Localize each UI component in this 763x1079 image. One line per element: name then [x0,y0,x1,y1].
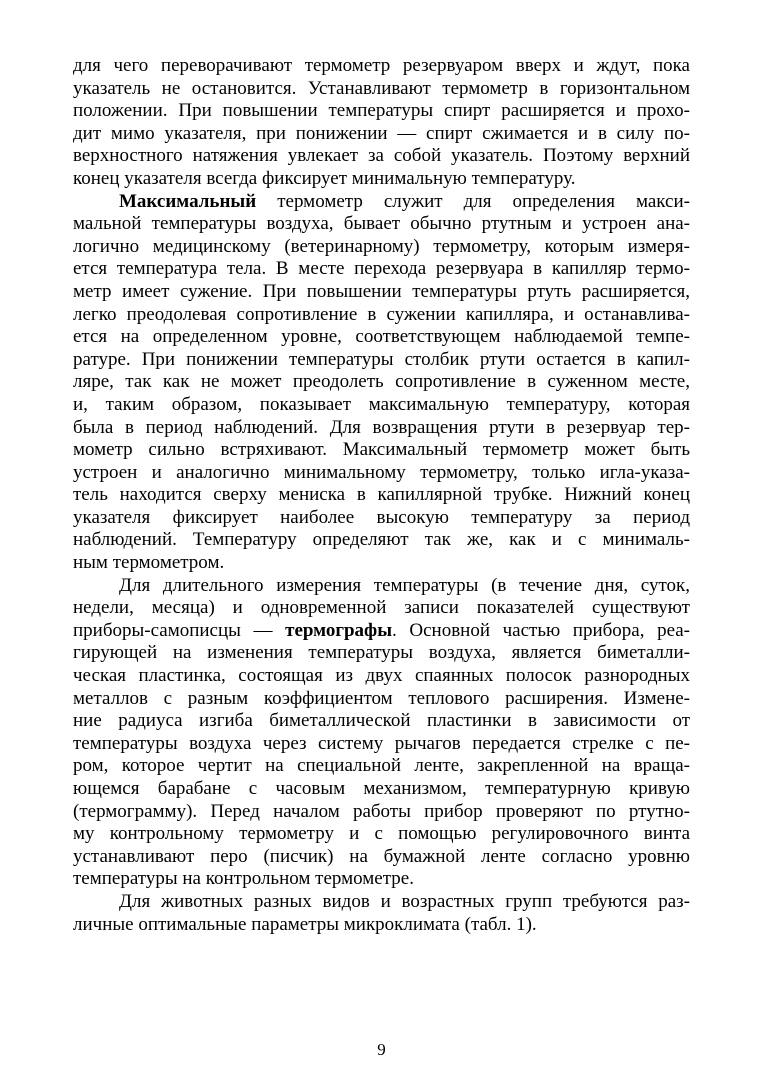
text-line: ным термометром. [73,552,225,574]
bold-term-thermographs: термографы [285,619,393,641]
text-line: указатель не остановится. Устанавливают термометр в горизонтальном [73,77,690,99]
text-line: (термограмму). Перед началом работы прибор проверяют по ртутно- [73,800,690,822]
text-line: ется температура тела. В месте перехода резервуара в капилляр термо- [73,258,690,280]
text-line: мометр сильно встряхивают. Максимальный термометр может быть [73,439,690,461]
text-line: температуры на контрольном термометре. [73,868,414,890]
text-line: наблюдений. Температуру определяют так же, как и с минималь- [73,529,690,551]
paragraph-4 [73,891,690,936]
text-line: ние радиуса изгиба биметаллической пластинки в зависимости от [73,710,690,732]
page-number: 9 [377,1040,386,1059]
text-line [73,620,690,643]
text-line: ется на определенном уровне, соответствующем наблюдаемой темпе- [73,326,690,348]
text-line: ром, которое чертит на специальной ленте, закрепленной на враща- [73,755,690,777]
text-line: гирующей на изменения температуры воздуха, является биметалли- [73,642,690,664]
text-line: верхностного натяжения увлекает за собой указатель. Поэтому верхний [73,145,690,167]
bold-term-maximal: Максимальный [119,190,257,212]
text-fragment: . Основной частью прибора, реа- [392,619,691,641]
text-line: ческая пластинка, состоящая из двух спаянных полосок разнородных [73,665,690,687]
text-line: личные оптимальные параметры микроклимата (табл. 1). [73,913,537,935]
text-line: устроен и аналогично минимальному термометру, только игла-указа- [73,461,690,483]
text-line: логично медицинскому (ветеринарному) термометру, которым измеря- [73,235,690,257]
text-line: Для длительного измерения температуры (в течение дня, суток, [119,574,690,596]
paragraph-2 [73,191,690,575]
text-line: ляре, так как не может преодолеть сопротивление в суженном месте, [73,371,690,393]
text-line: положении. При повышении температуры спирт расширяется и прохо- [73,100,690,122]
text-line: металлов с разным коэффициентом теплового расширения. Измене- [73,687,690,709]
page-body [73,55,690,936]
text-line: мальной температуры воздуха, бывает обычно ртутным и устроен ана- [73,213,690,235]
text-line: Для животных разных видов и возрастных групп требуются раз- [119,890,690,912]
text-line: ющемся барабане с часовым механизмом, температурную кривую [73,778,690,799]
text-line: му контрольному термометру и с помощью регулировочного винта [73,823,690,845]
text-line: и, таким образом, показывает максимальную температуру, которая [73,393,690,415]
text-line: указателя фиксирует наиболее высокую температуру за период [73,506,690,528]
text-line: легко преодолевая сопротивление в сужении капилляра, и останавлива- [73,303,690,325]
paragraph-1 [73,55,690,191]
text-line: температуры воздуха через систему рычагов передается стрелке с пе- [73,732,690,754]
text-line: для чего переворачивают термометр резервуаром вверх и ждут, пока [73,55,690,76]
paragraph-3 [73,575,690,891]
text-fragment: приборы-самописцы — [73,619,286,641]
text-line: метр имеет сужение. При повышении температуры ртуть расширяется, [73,280,690,302]
text-line [73,191,690,214]
text-line: конец указателя всегда фиксирует минимальную температуру. [73,167,576,189]
text-line: была в период наблюдений. Для возвращения ртути в резервуар тер- [73,416,690,438]
text-line: тель находится сверху мениска в капиллярной трубке. Нижний конец [73,484,690,506]
text-line: ратуре. При понижении температуры столбик ртути остается в капил- [73,348,690,370]
text-line: устанавливают перо (писчик) на бумажной ленте согласно уровню [73,845,690,867]
text-line: недели, месяца) и одновременной записи показателей существуют [73,597,690,619]
text-line: дит мимо указателя, при понижении — спирт сжимается и в силу по- [73,122,690,144]
text-fragment: термометр служит для определения макси- [256,190,690,212]
